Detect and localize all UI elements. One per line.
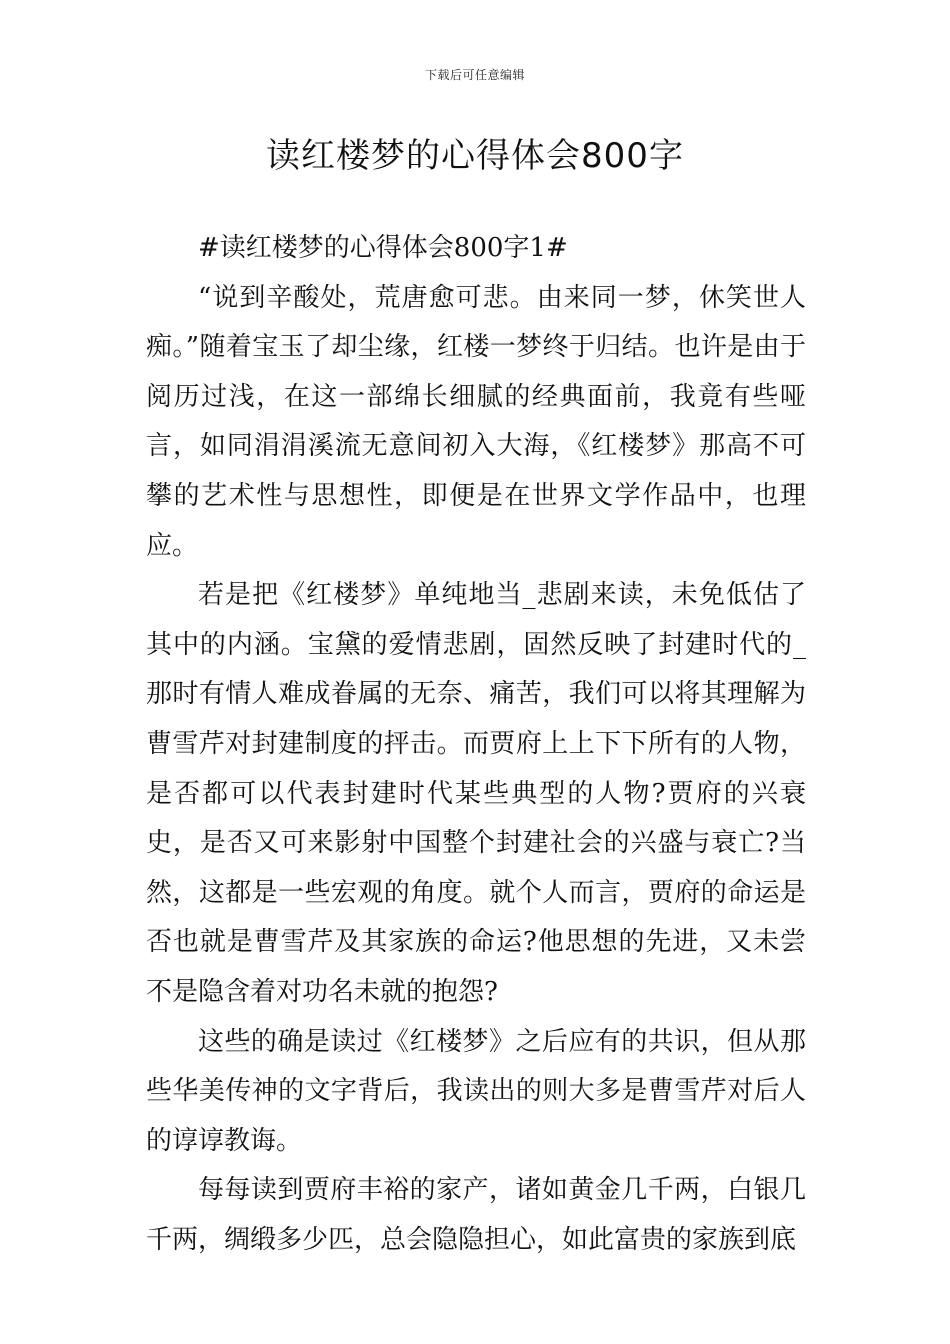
document-body: [146, 224, 806, 1265]
paragraph-1: “说到辛酸处，荒唐愈可悲。由来同一梦，休笑世人痴。”随着宝玉了却尘缘，红楼一梦终于归结。也许是由于阅历过浅，在这一部绵长细腻的经典面前，我竟有些哑言，如同涓涓溪流无意间初入大海，《红楼梦》那高不可攀的艺术性与思想性，即便是在世界文学作品中，也理应。: [146, 282, 806, 561]
header-note: 下载后可任意编辑: [424, 68, 525, 82]
paragraph-2: 若是把《红楼梦》单纯地当_悲剧来读，未免低估了其中的内涵。宝黛的爱情悲剧，固然反映了封建时代的_那时有情人难成眷属的无奈、痛苦，我们可以将其理解为曹雪芹对封建制度的抨击。而贾府上上下下所有的人物，是否都可以代表封建时代某些典型的人物?贾府的兴衰史，是否又可来影射中国整个封建社会的兴盛与衰亡?当然，这都是一些宏观的角度。就个人而言，贾府的命运是否也就是曹雪芹及其家族的命运?他思想的先进，又未尝不是隐含着对功名未就的抱怨?: [146, 580, 806, 1007]
paragraph-4: 每每读到贾府丰裕的家产，诸如黄金几千两，白银几千两，绸缎多少匹，总会隐隐担心，如此富贵的家族到底: [146, 1175, 806, 1255]
paragraph-3: 这些的确是读过《红楼梦》之后应有的共识，但从那些华美传神的文字背后，我读出的则大多是曹雪芹对后人的谆谆教诲。: [146, 1026, 806, 1156]
section-heading: #读红楼梦的心得体会800字1#: [198, 233, 568, 263]
document-title: 读红楼梦的心得体会800字: [266, 136, 684, 176]
